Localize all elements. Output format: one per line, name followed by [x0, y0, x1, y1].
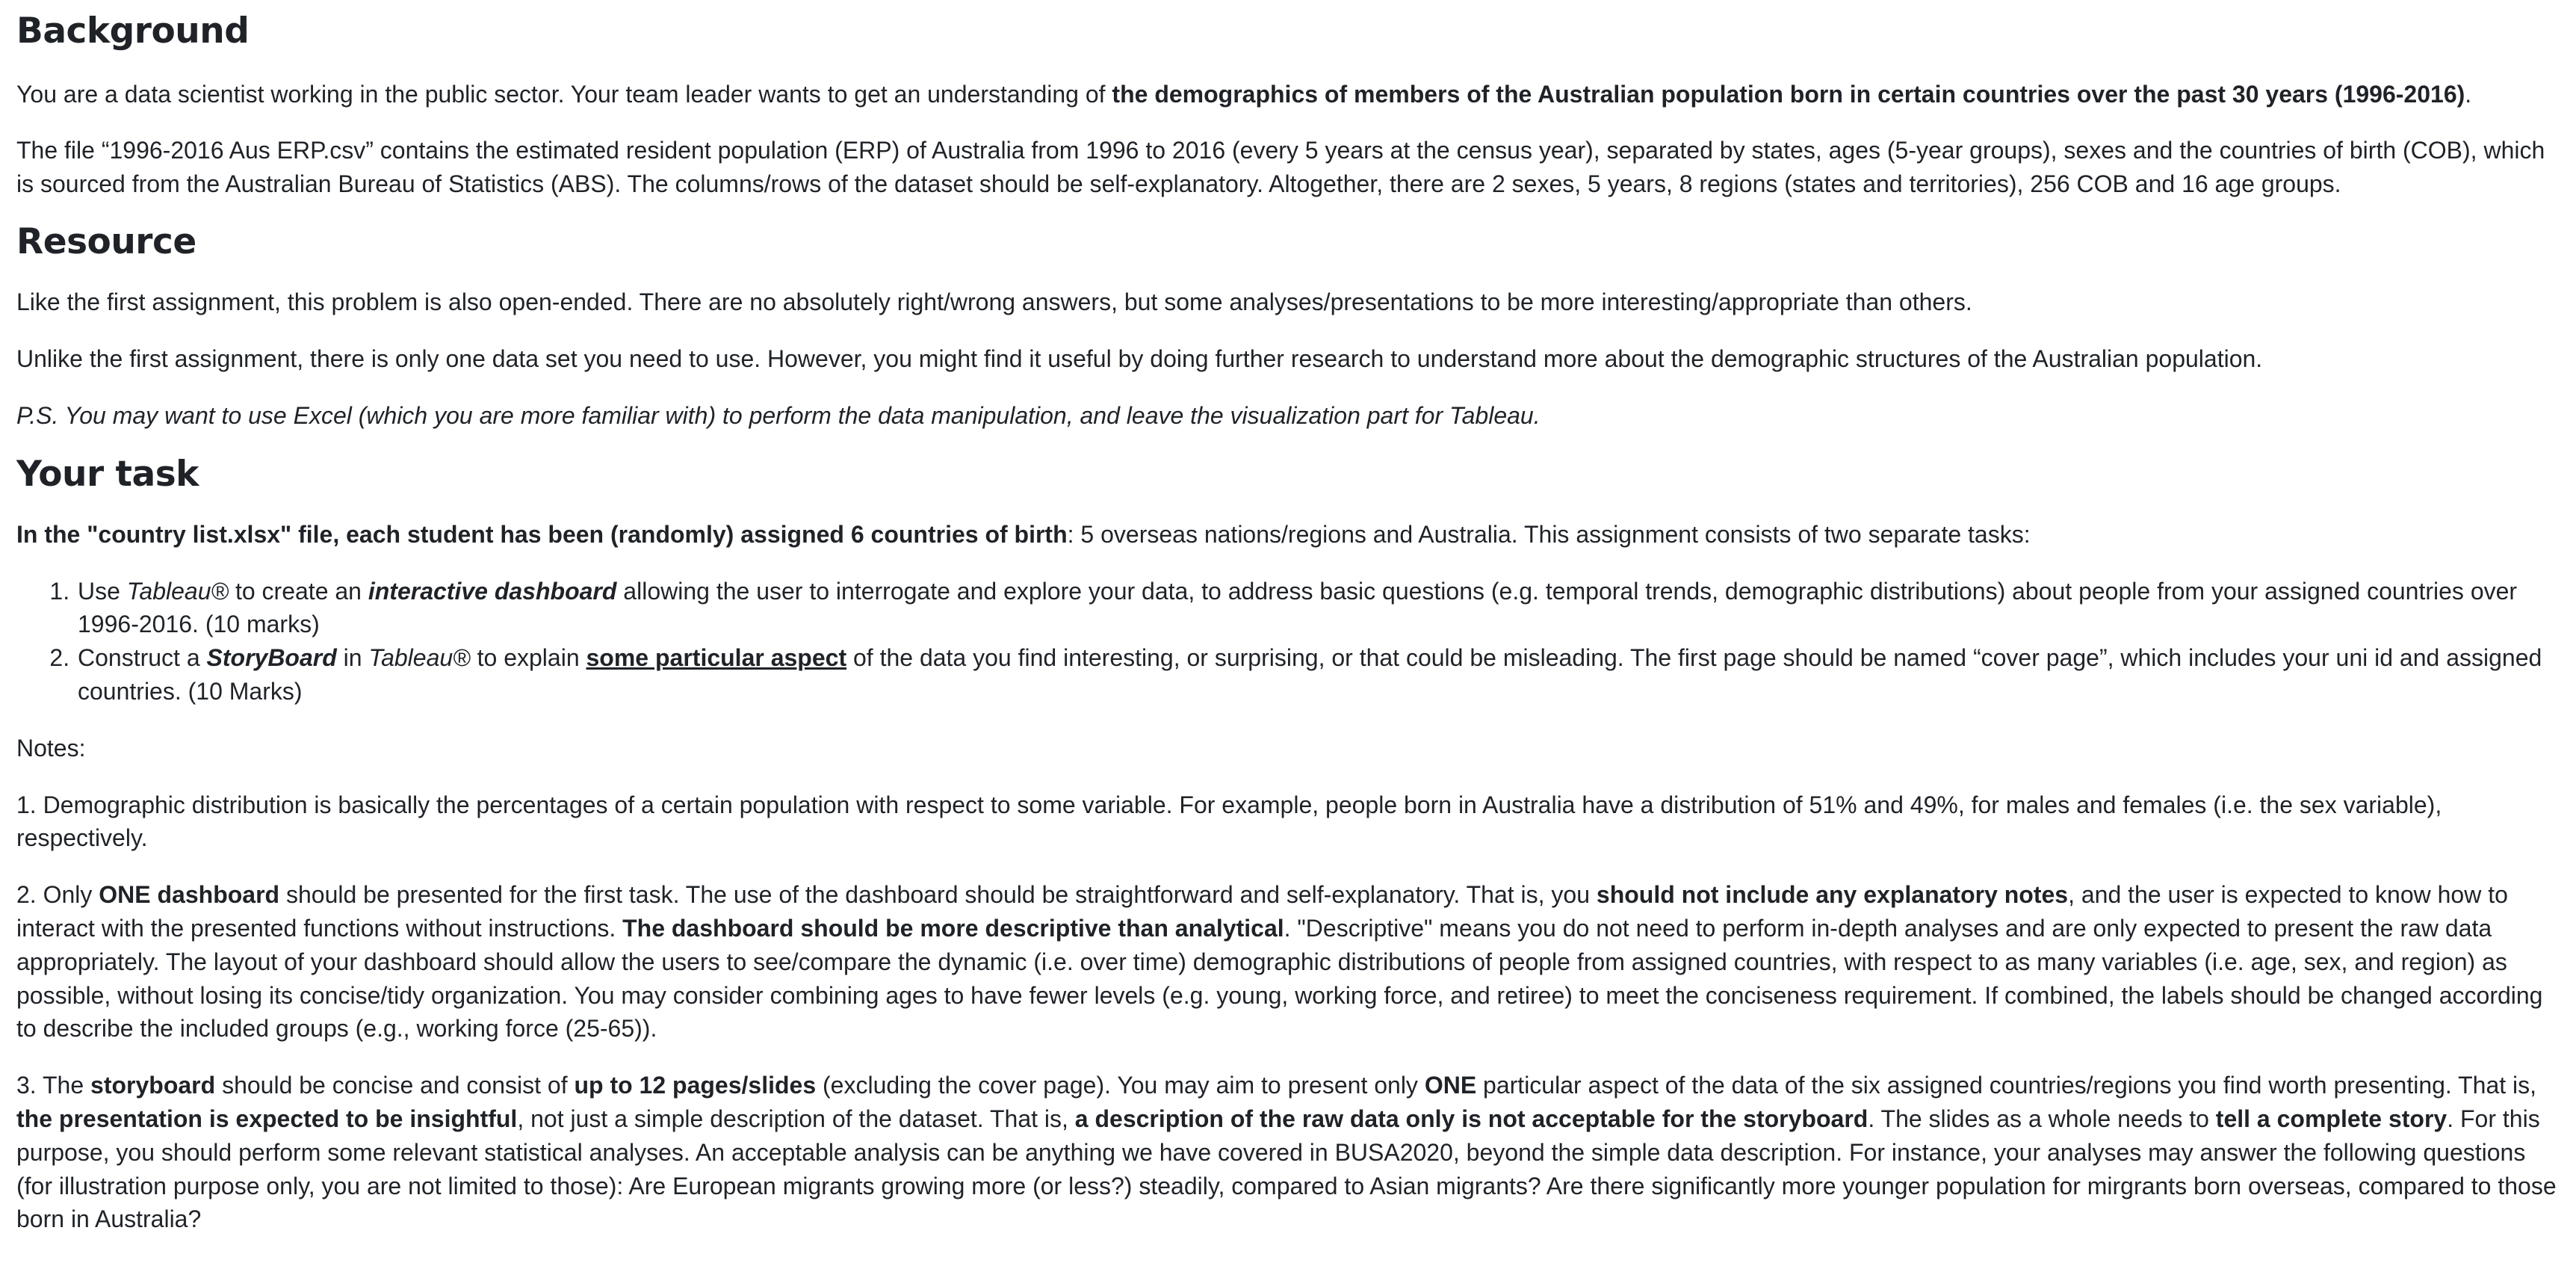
resource-ps-note: [16, 399, 2560, 433]
note2-bold-no-notes: should not include any explanatory notes: [1596, 881, 2069, 909]
note-2: [16, 878, 2560, 1046]
note-3: [16, 1069, 2560, 1236]
task1-first-line: [78, 578, 2517, 605]
note-1: 1. Demographic distribution is basically the percentages of a certain population with respect to some variable. For example, people born in Australia have a distribution of 51% and 49%, for males and females (i.e. the sex variable), respectively.: [16, 791, 2442, 852]
note3-bold-one: ONE: [1424, 1072, 1477, 1099]
note3-text-3: (excluding the cover page). You may aim to present only: [816, 1072, 1425, 1099]
resource-ps-italic: P.S. You may want to use Excel (which you are more familiar with) to perform the data manipulation, and leave the visualization part for Tableau.: [16, 401, 1541, 429]
note2-text-1: 2. Only: [16, 881, 99, 909]
resource-paragraph-2: Unlike the first assignment, there is only one data set you need to use. However, you might find it useful by doing further research to understand more about the demographic structures of the Australian population.: [16, 345, 2263, 373]
note3-bold-raw-data: a description of the raw data only is not acceptable for the storyboard: [1074, 1105, 1868, 1132]
task2-text-1: Construct a: [78, 644, 207, 672]
intro-text-1: You are a data scientist working in the public sector. Your team leader wants to get an understanding of: [16, 81, 1112, 108]
task2-text-4: of the data you find interesting, or surprising, or that could be misleading. The first page should be named “cover page”, which includes your uni id and assigned countries. (10 Marks): [78, 644, 2542, 705]
resource-paragraph-1: Like the first assignment, this problem is also open-ended. There are no absolutely right/wrong answers, but some analyses/presentations to be more interesting/appropriate than others.: [16, 288, 1972, 316]
note3-text-7: . For this purpose, you should perform some relevant statistical analyses. An acceptable analysis can be anything we have covered in BUSA2020, beyond the simple data description. For instance, your analyses may answer the following questions (for illustration purpose only, you are not limited to those): Are European migrants growing more (or less?) steadily, compared to Asian migrants? Are there significantly more younger population for mirgrants born overseas, compared to those born in Australia?: [16, 1105, 2557, 1233]
intro-bold-demographics: the demographics of members of the Australian population born in certain countries over the past 30 years (1996-2016): [1112, 81, 2465, 108]
note3-bold-insightful: the presentation is expected to be insightful: [16, 1105, 518, 1132]
file-description-paragraph: The file “1996-2016 Aus ERP.csv” contains the estimated resident population (ERP) of Australia from 1996 to 2016 (every 5 years at the census year), separated by states, ages (5-year groups), sexes and the countries of birth (COB), which is sourced from the Australian Bureau of Statistics (ABS). The columns/rows of the dataset should be self-explanatory. Altogether, there are 2 sexes, 5 years, 8 regions (states and territories), 256 COB and 16 age groups.: [16, 136, 2545, 197]
note2-text-2: should be presented for the first task. The use of the dashboard should be straightforward and self-explanatory. That is, you: [279, 881, 1597, 909]
task-intro-text: : 5 overseas nations/regions and Australia. This assignment consists of two separate tasks:: [1067, 520, 2031, 548]
task2-particular-aspect: some particular aspect: [586, 644, 847, 672]
note3-bold-storyboard: storyboard: [90, 1072, 216, 1099]
task1-text-2: to create an: [229, 577, 368, 605]
notes-label: Notes:: [16, 734, 86, 762]
task2-text-3: to explain: [470, 644, 586, 672]
task2-text-2: in: [336, 644, 369, 672]
task-list: [16, 575, 2560, 708]
background-heading: Background: [16, 10, 250, 52]
task-intro-bold: In the "country list.xlsx" file, each student has been (randomly) assigned 6 countries of birth: [16, 520, 1068, 548]
note3-bold-complete-story: tell a complete story: [2215, 1105, 2447, 1132]
task1-tableau-italic: Tableau®: [126, 577, 229, 605]
task2-storyboard: StoryBoard: [206, 644, 337, 672]
task1-text-4: 1996-2016. (10 marks): [78, 611, 320, 638]
note2-bold-descriptive: The dashboard should be more descriptive than analytical: [622, 914, 1284, 942]
background-intro-paragraph: [16, 78, 2560, 111]
task1-text-1: Use: [78, 577, 127, 605]
note3-text-4: particular aspect of the data of the six assigned countries/regions you find worth presenting. That is,: [1476, 1072, 2537, 1099]
note3-text-6: . The slides as a whole needs to: [1868, 1105, 2216, 1132]
note3-text-5: , not just a simple description of the dataset. That is,: [517, 1105, 1075, 1132]
task-intro-paragraph: [16, 518, 2560, 552]
task1-interactive-dashboard: interactive dashboard: [368, 577, 617, 605]
resource-heading: Resource: [16, 221, 196, 263]
note2-text-4: . "Descriptive" means you do not need to perform in-depth analyses and are only expected to present the raw data appropriately. The layout of your dashboard should allow the users to see/compare the dynamic (i.e. over time) demographic distributions of people from assigned countries, with respect to as many variables (i.e. age, sex, and region) as possible, without losing its concise/tidy organization. You may consider combining ages to have fewer levels (e.g. young, working force, and retiree) to meet the conciseness requirement. If combined, the labels should be changed according to describe the included groups (e.g., working force (25-65)).: [16, 914, 2543, 1043]
note3-text-2: should be concise and consist of: [215, 1072, 575, 1099]
note3-bold-12-pages: up to 12 pages/slides: [574, 1072, 817, 1099]
task-item-storyboard: [76, 641, 2560, 708]
your-task-heading: Your task: [16, 453, 199, 495]
task1-text-3: allowing the user to interrogate and explore your data, to address basic questions (e.g. temporal trends, demographic distributions) about people from your assigned countries over: [616, 577, 2518, 605]
note2-text-3: , and the user is expected to know how to interact with the presented functions without instructions.: [16, 881, 2508, 942]
note3-text-1: 3. The: [16, 1072, 91, 1099]
task2-tableau-italic: Tableau®: [368, 644, 471, 672]
intro-text-2: .: [2465, 81, 2472, 108]
note2-bold-one-dashboard: ONE dashboard: [99, 881, 280, 909]
task-item-dashboard: [76, 575, 2560, 642]
